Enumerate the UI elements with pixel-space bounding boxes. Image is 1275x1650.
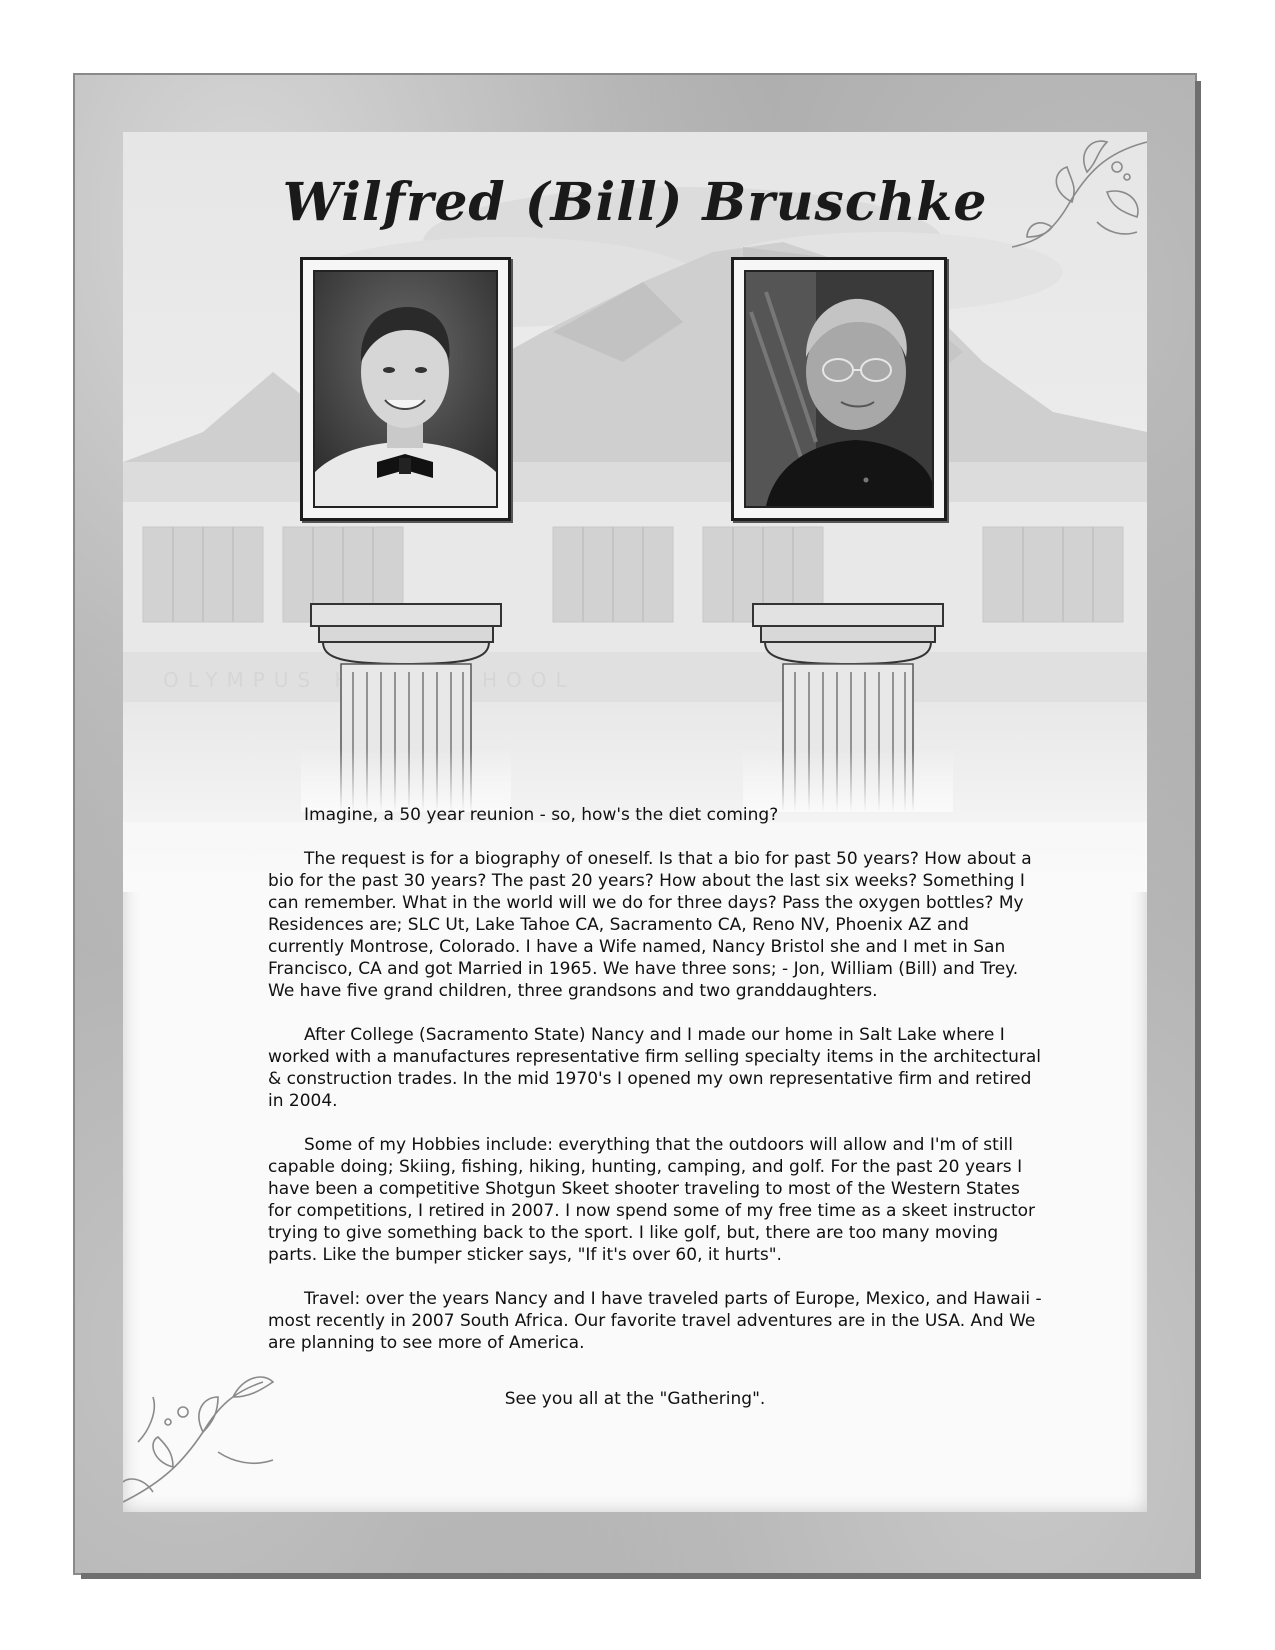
portrait-young-man-bowtie-icon <box>315 272 496 506</box>
pedestal-right-icon <box>743 602 953 812</box>
biography-text <box>268 804 1043 1376</box>
bio-paragraph-residences: The request is for a biography of oneself. Is that a bio for past 50 years? How about a bio for the past 30 years? The past 20 years? How about the last six weeks? Something I can remember. What in the world will we do for three days? Pass the oxygen bottles? My Residences are; SLC Ut, Lake Tahoe CA, Sacramento CA, Reno NV, Phoenix AZ and currently Montrose, Colorado. I have a Wife named, Nancy Bristol she and I met in San Francisco, CA and got Married in 1965. We have three sons; - Jon, William (Bill) and Trey. We have five grand children, three grandsons and two granddaughters. <box>268 849 1032 1001</box>
page-inner <box>123 132 1147 1512</box>
bio-paragraph-travel: Travel: over the years Nancy and I have traveled parts of Europe, Mexico, and Hawaii - most recently in 2007 South Africa. Our favorite travel adventures are in the USA. And We are planning to see more of America. <box>268 1289 1042 1353</box>
bio-paragraph-career: After College (Sacramento State) Nancy and I made our home in Salt Lake where I worked with a manufactures representative firm selling specialty items in the architectural & construction trades. In the mid 1970's I opened my own representative firm and retired in 2004. <box>268 1025 1042 1111</box>
page-title: Wilfred (Bill) Bruschke <box>282 172 988 233</box>
young-portrait-photo <box>313 270 498 508</box>
bio-paragraph-hobbies: Some of my Hobbies include: everything that the outdoors will allow and I'm of still capable doing; Skiing, fishing, hiking, hunting, camping, and golf. For the past 20 years I have been a competitive Shotgun Skeet shooter traveling to most of the Western States for competitions, I retired in 2007. I now spend some of my free time as a skeet instructor trying to give something back to the sport. I like golf, but, there are too many moving parts. Like the bumper sticker says, "If it's over 60, it hurts". <box>268 1135 1036 1265</box>
photo-frame-young <box>300 257 511 521</box>
pedestal-left-icon <box>301 602 511 812</box>
photo-frame-recent <box>731 257 947 521</box>
page-border-frame <box>75 75 1195 1573</box>
bio-signoff: See you all at the "Gathering". <box>504 1389 766 1409</box>
portrait-older-man-glasses-icon <box>746 272 932 506</box>
mountain-school-backdrop <box>123 132 1147 892</box>
recent-portrait-photo <box>744 270 934 508</box>
bio-paragraph-intro: Imagine, a 50 year reunion - so, how's the diet coming? <box>304 805 779 825</box>
